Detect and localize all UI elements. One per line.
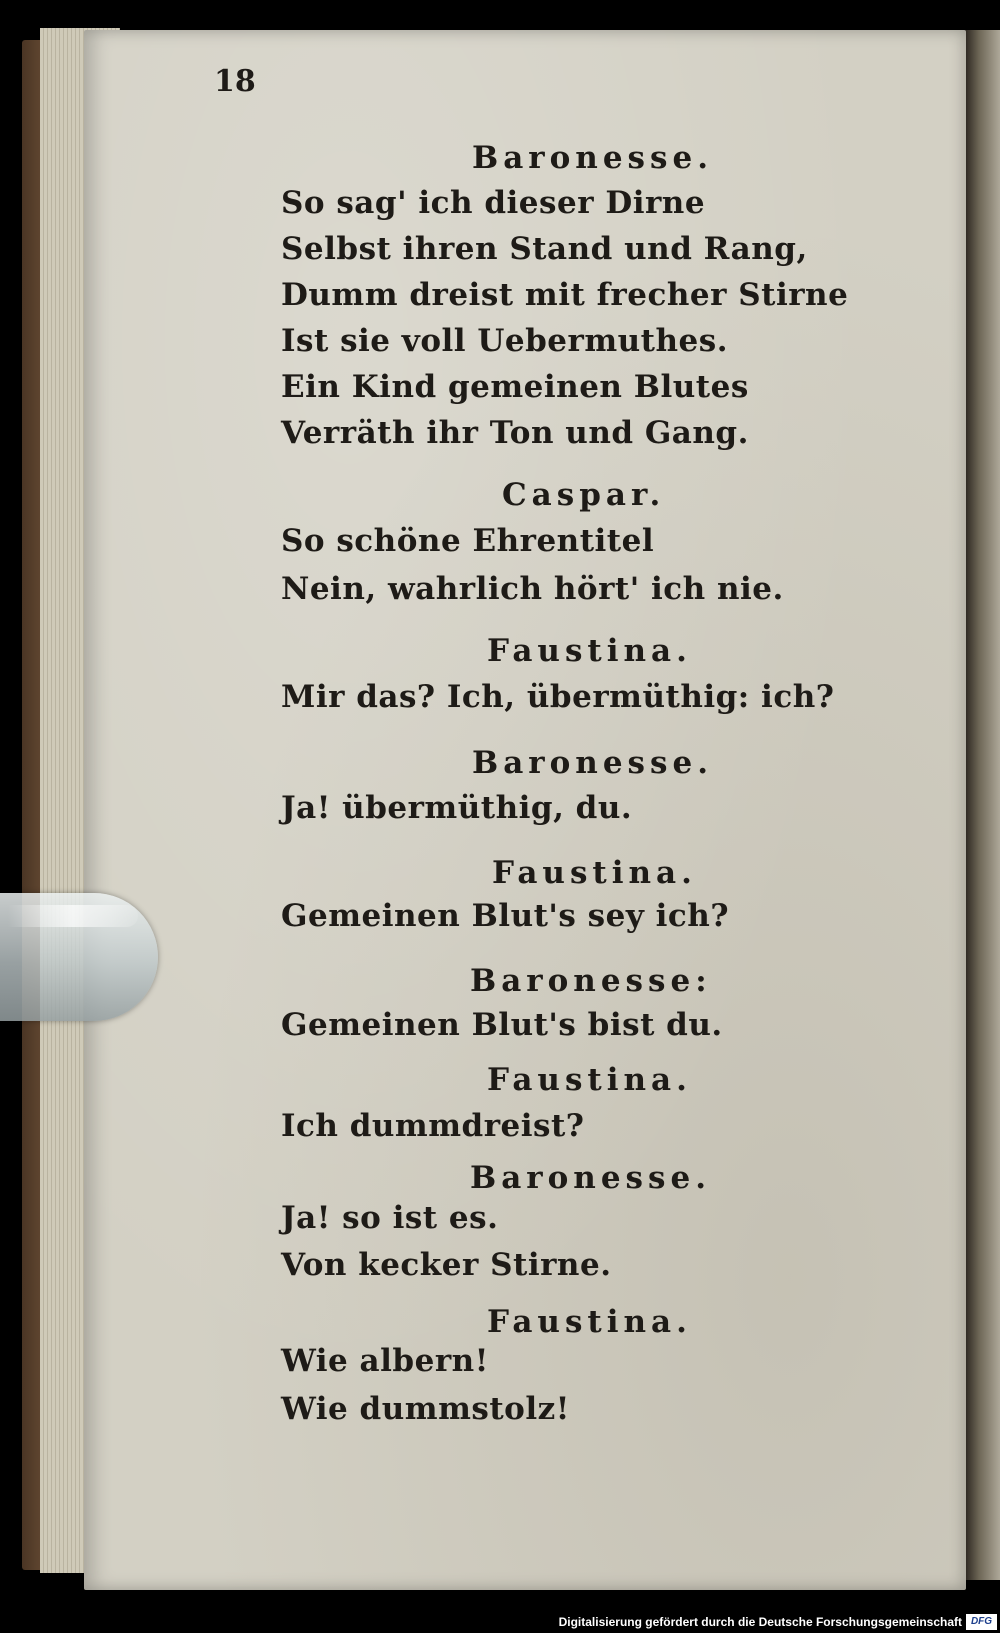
verse-line: Gemeinen Blut's sey ich? [281, 898, 729, 934]
funding-credit: Digitalisierung gefördert durch die Deutsche Forschungsgemeinschaft [558, 1615, 962, 1629]
verse-line: So sag' ich dieser Dirne [281, 185, 706, 221]
verse-line: Ist sie voll Uebermuthes. [281, 323, 728, 359]
verse-line: So schöne Ehrentitel [281, 523, 655, 559]
verse-line: Selbst ihren Stand und Rang, [281, 231, 808, 267]
verse-line: Von kecker Stirne. [281, 1247, 612, 1283]
footer-bar [0, 1612, 1000, 1633]
page-clip-highlight [8, 905, 138, 927]
page-number: 18 [214, 64, 256, 99]
speaker-label: Faustina. [492, 855, 697, 891]
speaker-label: Faustina. [487, 1304, 692, 1340]
speaker-label: Baronesse. [472, 140, 713, 176]
verse-line: Wie dummstolz! [281, 1391, 570, 1427]
speaker-label: Faustina. [487, 1062, 692, 1098]
speaker-label: Faustina. [487, 633, 692, 669]
facing-page-edge [965, 30, 1000, 1580]
speaker-label: Baronesse: [470, 963, 712, 999]
speaker-label: Caspar. [502, 477, 666, 513]
verse-line: Verräth ihr Ton und Gang. [281, 415, 749, 451]
verse-line: Mir das? Ich, übermüthig: ich? [281, 679, 835, 715]
speaker-label: Baronesse. [472, 745, 713, 781]
verse-line: Nein, wahrlich hört' ich nie. [281, 571, 784, 607]
verse-line: Gemeinen Blut's bist du. [281, 1007, 723, 1043]
verse-line: Ja! so ist es. [281, 1200, 499, 1236]
verse-line: Ja! übermüthig, du. [281, 790, 633, 826]
speaker-label: Baronesse. [470, 1160, 711, 1196]
verse-line: Dumm dreist mit frecher Stirne [281, 277, 849, 313]
verse-line: Ein Kind gemeinen Blutes [281, 369, 749, 405]
verse-line: Ich dummdreist? [281, 1108, 585, 1144]
dfg-logo-icon: DFG [966, 1614, 997, 1630]
verse-line: Wie albern! [281, 1343, 489, 1379]
